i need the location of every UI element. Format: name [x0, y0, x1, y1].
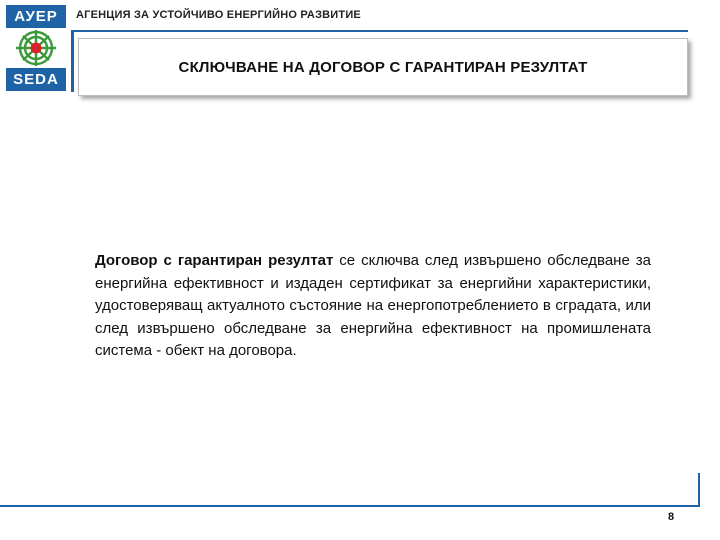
- organization-name: АГЕНЦИЯ ЗА УСТОЙЧИВО ЕНЕРГИЙНО РАЗВИТИЕ: [76, 9, 361, 21]
- slide-title: СКЛЮЧВАНЕ НА ДОГОВОР С ГАРАНТИРАН РЕЗУЛТАТ: [178, 58, 588, 76]
- energy-emblem-icon: [6, 28, 66, 68]
- slide-title-box: [78, 38, 688, 96]
- header-rule-horizontal: [71, 30, 688, 32]
- footer-rule: [0, 505, 700, 507]
- seda-logo: [6, 5, 66, 91]
- body-bold-lead: Договор с гарантиран резултат: [95, 252, 334, 269]
- logo-top-label: АУЕР: [6, 5, 66, 28]
- logo-bottom-label: SEDA: [6, 68, 66, 91]
- body-text: се сключва след извършено обследване за енергийна ефективност и издаден сертификат за енергийни характеристики, удостоверяващ актуалното състояние на енергопотреблението в сградата, или след извършено обследване за енергийна ефективност на промишлената система - обект на договора.: [95, 252, 651, 359]
- body-paragraph: [95, 250, 651, 363]
- page-number: 8: [668, 511, 675, 523]
- footer-rule-tick: [698, 473, 700, 507]
- header-rule-vertical: [71, 30, 74, 92]
